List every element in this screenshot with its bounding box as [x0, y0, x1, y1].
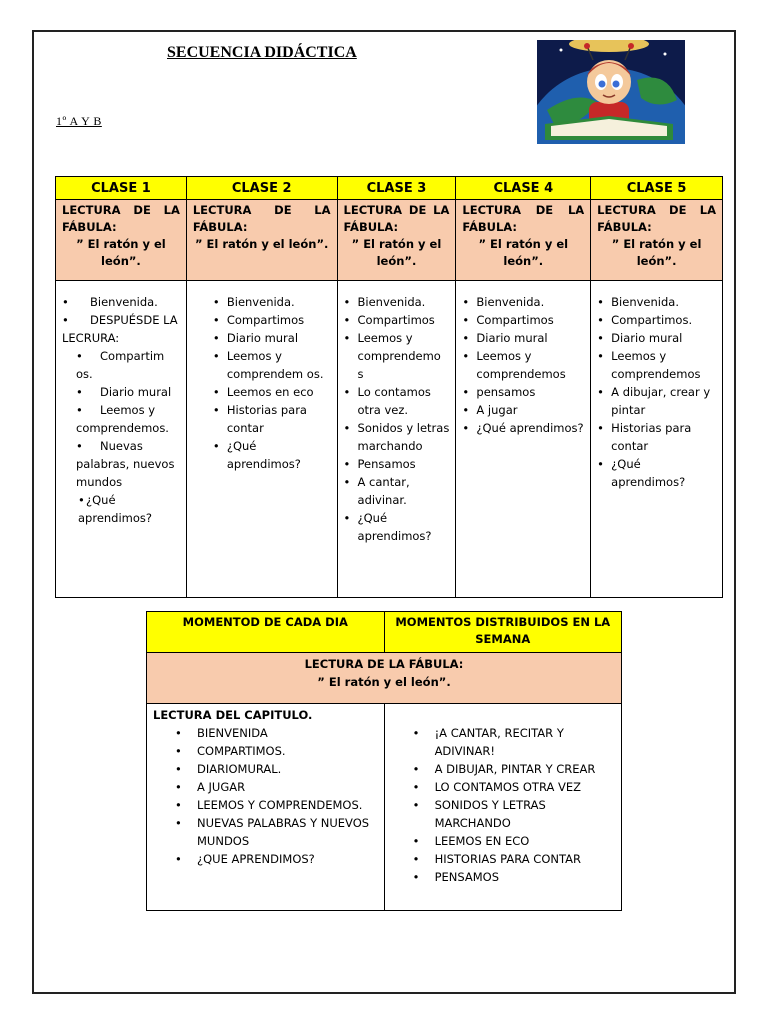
list-item: •¿Qué aprendimos? [78, 493, 153, 525]
list-item: • Diario mural [207, 329, 331, 347]
class-4-header: CLASE 4 [456, 177, 591, 200]
list-item: • A DIBUJAR, PINTAR Y CREAR [391, 760, 615, 778]
list-item: • LEEMOS Y COMPRENDEMOS. [153, 796, 378, 814]
list-item: • PENSAMOS [391, 868, 615, 886]
list-item: • Compartim os. [76, 349, 165, 381]
list-item: • Compartimos [207, 311, 331, 329]
grade-label: 1º A Y B [56, 114, 102, 128]
boy-reading-illustration [537, 40, 685, 144]
list-item: • Leemos y comprendemos [591, 347, 716, 383]
list-item: • ¿QUE APRENDIMOS? [153, 850, 378, 868]
class-4-reading: LECTURA DE LA FÁBULA: ” El ratón y el león”. [456, 200, 591, 281]
class-5-header: CLASE 5 [591, 177, 723, 200]
list-item: • SONIDOS Y LETRAS MARCHANDO [391, 796, 615, 832]
list-item: • Nuevas palabras, nuevos mundos [76, 439, 175, 489]
list-item: • A dibujar, crear y pintar [591, 383, 716, 419]
list-item: • A jugar [456, 401, 584, 419]
list-item: • ¡A CANTAR, RECITAR Y ADIVINAR! [391, 724, 615, 760]
list-item: • ¿Qué aprendimos? [591, 455, 716, 491]
class-3-header: CLASE 3 [337, 177, 456, 200]
list-item: • Pensamos [338, 455, 450, 473]
list-item: • Bienvenida. [456, 293, 584, 311]
daily-moments-list [147, 704, 385, 911]
list-item: • DIARIOMURAL. [153, 760, 378, 778]
list-item: • Compartimos [456, 311, 584, 329]
list-item: • Bienvenida. [62, 295, 158, 309]
list-item: • DESPUÉSDE LA LECRURA: [62, 313, 178, 345]
class-1-reading: LECTURA DE LA FÁBULA: ” El ratón y el león”. [56, 200, 187, 281]
list-item: • ¿Qué aprendimos? [207, 437, 331, 473]
moments-table [146, 611, 622, 911]
list-item: • LO CONTAMOS OTRA VEZ [391, 778, 615, 796]
list-item: • Compartimos [338, 311, 450, 329]
class-5-activities [591, 281, 723, 598]
list-item: • Bienvenida. [207, 293, 331, 311]
class-1-activities [56, 281, 187, 598]
list-item: • Lo contamos otra vez. [338, 383, 450, 419]
weekly-moments-list [384, 704, 621, 911]
classes-table [55, 176, 723, 598]
list-item: • Bienvenida. [591, 293, 716, 311]
list-item: • Historias para contar [591, 419, 716, 455]
daily-moments-header: MOMENTOD DE CADA DIA [147, 612, 385, 653]
weekly-moments-header: MOMENTOS DISTRIBUIDOS EN LA SEMANA [384, 612, 621, 653]
list-item: • Leemos y comprendemos. [76, 403, 169, 435]
class-2-activities [186, 281, 337, 598]
list-item: • Diario mural [76, 385, 172, 399]
class-3-activities [337, 281, 456, 598]
class-1-header: CLASE 1 [56, 177, 187, 200]
class-5-reading: LECTURA DE LA FÁBULA: ” El ratón y el león”. [591, 200, 723, 281]
class-2-header: CLASE 2 [186, 177, 337, 200]
list-item: • Leemos en eco [207, 383, 331, 401]
fable-reading: LECTURA DE LA FÁBULA: ” El ratón y el león”. [147, 653, 622, 704]
class-2-reading: LECTURA DE LA FÁBULA: ” El ratón y el león”. [186, 200, 337, 281]
list-item: • Compartimos. [591, 311, 716, 329]
list-item: • Leemos y comprendem os. [207, 347, 331, 383]
list-item: • A cantar, adivinar. [338, 473, 450, 509]
list-item: • ¿Qué aprendimos? [338, 509, 450, 545]
list-item: • HISTORIAS PARA CONTAR [391, 850, 615, 868]
list-item: • Sonidos y letras marchando [338, 419, 450, 455]
class-4-activities [456, 281, 591, 598]
list-item: • COMPARTIMOS. [153, 742, 378, 760]
list-item: • Diario mural [591, 329, 716, 347]
list-item: • A JUGAR [153, 778, 378, 796]
list-item: • Diario mural [456, 329, 584, 347]
chapter-reading-heading: LECTURA DEL CAPITULO. [153, 708, 313, 722]
list-item: • NUEVAS PALABRAS Y NUEVOS MUNDOS [153, 814, 378, 850]
list-item: • BIENVENIDA [153, 724, 378, 742]
list-item: • LEEMOS EN ECO [391, 832, 615, 850]
list-item: • Bienvenida. [338, 293, 450, 311]
document-title: SECUENCIA DIDÁCTICA [167, 44, 357, 61]
list-item: • Historias para contar [207, 401, 331, 437]
list-item: • pensamos [456, 383, 584, 401]
list-item: • Leemos y comprendemo s [338, 329, 450, 383]
list-item: • ¿Qué aprendimos? [456, 419, 584, 437]
class-3-reading: LECTURA DE LA FÁBULA: ” El ratón y el león”. [337, 200, 456, 281]
list-item: • Leemos y comprendemos [456, 347, 584, 383]
